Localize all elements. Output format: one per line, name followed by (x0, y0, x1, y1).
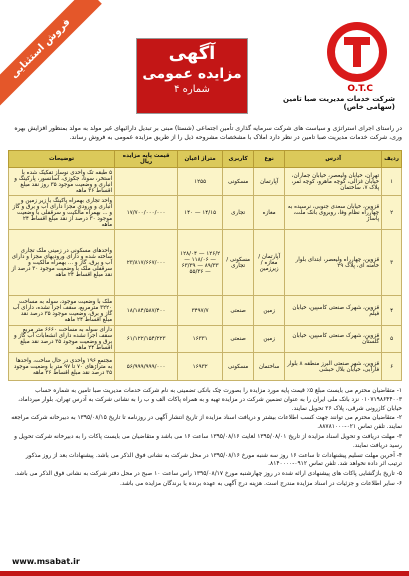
cell-address: قزوین، خیابان سعدی جنوبی، نرسیده به چهارراه نظام وفا، روبروی بانک ملت، پاساژ (285, 196, 382, 230)
cell-desc: واحد تجاری بهمراه پاکینگ با زیر زمین و انباری و ورودی مجزا دارای آب و برق و گاز و ... بهمراه مالکیت و سرقفلی با وضعیت موجود ۳۰ درصد از نقد مبلغ اقساط ۲۴ ماهه (9, 196, 115, 230)
cell-price: ۶۱/۱۲۲/۱۵۴/۲۲۳ (115, 326, 178, 353)
table-row (9, 196, 402, 230)
cell-address: قزوین، چهارراه ولیعصر، ابتدای بلوار خامنه ای، پلاک ۲۹ (285, 230, 382, 296)
th-use: کاربری (223, 151, 254, 168)
cell-desc: ملک با وضعیت موجود، سوله به مساحت ۳۲۲۰ مترمربع، سقف اجرا نشده، دارای آب گاز و برق، وضعیت موجود ۳۵ درصد نقد مبلغ اقساط ۲۴ ماهه (9, 296, 115, 326)
cell-type: زمین (254, 296, 285, 326)
auction-table (8, 150, 402, 381)
cell-use: صنعتی (223, 296, 254, 326)
cell-price: ۱۸/۱۸۴/۵۸۷/۴۰۰ (115, 296, 178, 326)
cell-type: مغازه (254, 196, 285, 230)
condition-item: ۵- تاریخ بازگشایی پاکات های پیشنهادی ارائه شده در روز چهارشنبه مورخ ۱۳۹۵/۰۸/۱۷ راس ساعت ۱۰ صبح در محل دفتر شرکت به نشانی فوق الذکر می باشد. (14, 471, 402, 478)
cell-type: ساختمان (254, 353, 285, 381)
table-row (9, 168, 402, 196)
cell-price: ۲۳/۸۱۷/۶۶۷/۰۰۰ (115, 230, 178, 296)
cell-area: ۱۶۳۳۱ (178, 326, 223, 353)
cell-no: ۵ (382, 326, 402, 353)
cell-desc: واحدهای مسکونی در زمینی ملک تجاری ساخته شده و دارای ورودیهای مجزا و دارای آب و برق، گاز و ... بهمراه مالکیت و سرقفلی ملک با وضعیت موجود ۳۰ درصد از نقد مبلغ اقساط ۲۴ ماهه (9, 230, 115, 296)
cell-area: ۱۶۹۳۲ (178, 353, 223, 381)
th-desc: توضیحات (9, 151, 115, 168)
ad-number: شماره ۴ (174, 84, 210, 95)
cell-area: ۱۲۵۵ (178, 168, 223, 196)
condition-item: ۶- سایر اطلاعات و جزئیات در اسناد مزایده مندرج است. هزینه درج آگهی به عهده برنده یا برندگان مزایده می باشد. (120, 480, 402, 487)
cell-type: آپارتمان / مغازه / زیرزمین (254, 230, 285, 296)
logo-otc-text: O.T.C (347, 84, 373, 94)
condition-item: ۲- متقاضیان محترم می توانند جهت کسب اطلاعات بیشتر و دریافت اسناد مزایده از تاریخ انتشار آگهی در روزنامه تا تاریخ ۱۳۹۵/۰۸/۱۵ به دبیرخانه شرکت مراجعه نمایند. تلفن تماس ۰۲۱-۸۸۷۸۱۰۰۰. (11, 415, 402, 431)
cell-no: ۴ (382, 296, 402, 326)
condition-item: ۱- متقاضیان محترم می بایست مبلغ ۵٪ قیمت پایه مورد مزایده را بصورت چک بانکی تضمینی به نام شرکت خدمات مدیریت صبا تامین به شماره حساب ۰۱۰۷۱۹۸۶۴۴۰۰۳ نزد بانک ملی ایران را به عنوان تضمین شرکت در مزایده تهیه و به همراه پاکات الف و ب را به نشانی شرکت به آدرس تهران، بلوار میرداماد، خیابان کازرونی شرقی، پلاک ۲۶ تحویل نمایند. (18, 388, 402, 412)
cell-price: ۵۶/۹۹۹/۹۹۹/۰۰۰ (115, 353, 178, 381)
website-link[interactable]: www.msabat.ir (12, 557, 80, 566)
cell-no: ۱ (382, 168, 402, 196)
cell-address: قزوین، شهر صنعتی البرز منطقه ۸ بلوار فارابی، خیابان بلال حبشی (285, 353, 382, 381)
footer-bar (0, 571, 409, 576)
ad-title-box (136, 38, 248, 114)
cell-price: ۱۷/۷۰۰/۰۰۰/۰۰۰ (115, 196, 178, 230)
cell-address: قزوین، شهرک صنعتی کاسپین، خیابان گلستان (285, 326, 382, 353)
table-row (9, 296, 402, 326)
ad-subtitle: مزایده عمومی (142, 66, 242, 82)
condition-item: ۳- مهلت دریافت و تحویل اسناد مزایده از تاریخ ۱۳۹۵/۰۸/۰۱ لغایت ۱۳۹۵/۰۸/۱۶ ساعت ۱۶ می باشد و متقاضیان می بایست پاکات را به دبیرخانه شرکت تحویل و رسید دریافت نمایند. (14, 433, 402, 449)
cell-address: قزوین، شهرک صنعتی کاسپین، خیابان فیلم (285, 296, 382, 326)
cell-type: زمین (254, 326, 285, 353)
cell-price (115, 168, 178, 196)
cell-desc: ۵ طبقه تک واحدی نوساز تفکیک شده با استخر، سونا، جکوزی، آسانسور، پارکینگ و انباری و وضعیت موجود ۳۵ روز نقد مبلغ اقساط ۳۶ ماهه (9, 168, 115, 196)
company-logo-icon (327, 22, 387, 82)
cell-no: ۶ (382, 353, 402, 381)
cell-use: صنعتی (223, 326, 254, 353)
cell-desc: مجتمع ۱۹۶ واحدی در حال ساخت، واحدها به متراژهای ۷۰ تا ۹۷ متر با وضعیت موجود ۳۵ درصد نقد مبلغ اقساط ۳۶ ماهه (9, 353, 115, 381)
cell-address: تهران، خیابان ولیعصر، خیابان جماران، خیابان غزالی، کوچه ماهرو، کوچه ثمر، پلاک ۷، ساختمان (285, 168, 382, 196)
cell-type: آپارتمان (254, 168, 285, 196)
th-price: قیمت پایه مزایده ریال (115, 151, 178, 168)
cell-use: مسکونی (223, 168, 254, 196)
cell-no: ۲ (382, 196, 402, 230)
th-address: آدرس (285, 151, 382, 168)
table-header-row (9, 151, 402, 168)
table-row (9, 353, 402, 381)
table-row (9, 230, 402, 296)
cell-use: تجاری (223, 196, 254, 230)
table-row (9, 326, 402, 353)
th-type: نوع (254, 151, 285, 168)
cell-area: ۳۴۹۷/۷ (178, 296, 223, 326)
intro-paragraph: در راستای اجرای استراتژی و سیاست های شرکت سرمایه گذاری تأمین اجتماعی (شستا) مبنی بر تبدیل دارائیهای غیر مولد به مولد بمنظور افزایش بهره وری، شرکت خدمات مدیریت صبا تامین در نظر دارد املاک با مشخصات مشروحه ذیل را از طریق مزایده عمومی به فروش رساند. (14, 125, 402, 141)
cell-use: مسکونی / تجاری (223, 230, 254, 296)
cell-use: مسکونی (223, 353, 254, 381)
cell-desc: دارای سوله به مساحت ۶۶۶۰ متر مربع سقف اجرا نشده دارای انشعابات آب گاز و برق و وضعیت موجود ۳۵ درصد نقد مبلغ اقساط ۲۴ ماهه (9, 326, 115, 353)
cell-area: ۱۲۶/۲ — ۱۲۸/۰۴ — ۱۱۸/۰۶ — ۸۹/۳۳ — ۶۳/۳۹ — ۵۵/۳۶ (178, 230, 223, 296)
th-no: ردیف (382, 151, 402, 168)
conditions-list (10, 387, 402, 490)
company-name: شرکت خدمات مدیریت صبا تامین (سهامی خاص) (283, 95, 395, 111)
ad-title: آگهی (168, 43, 216, 64)
cell-no: ۳ (382, 230, 402, 296)
condition-item: ۴- آخرین مهلت تسلیم پیشنهادات تا ساعت ۱۶ روز سه شنبه مورخ ۱۳۹۵/۰۸/۱۶ در محل شرکت به نشانی فوق الذکر می باشد. پیشنهادات بعد از روز مذکور ترتیب اثر داده نخواهد شد. تلفن تماس ۰۹۱۲-۸۱۴۰۰۰۰. (25, 452, 402, 468)
cell-area: ۱۴/۱۵ — ۱۴۰ (178, 196, 223, 230)
th-area: متراژ اعیان (178, 151, 223, 168)
corner-ribbon: فروش استثنایی (0, 0, 102, 110)
